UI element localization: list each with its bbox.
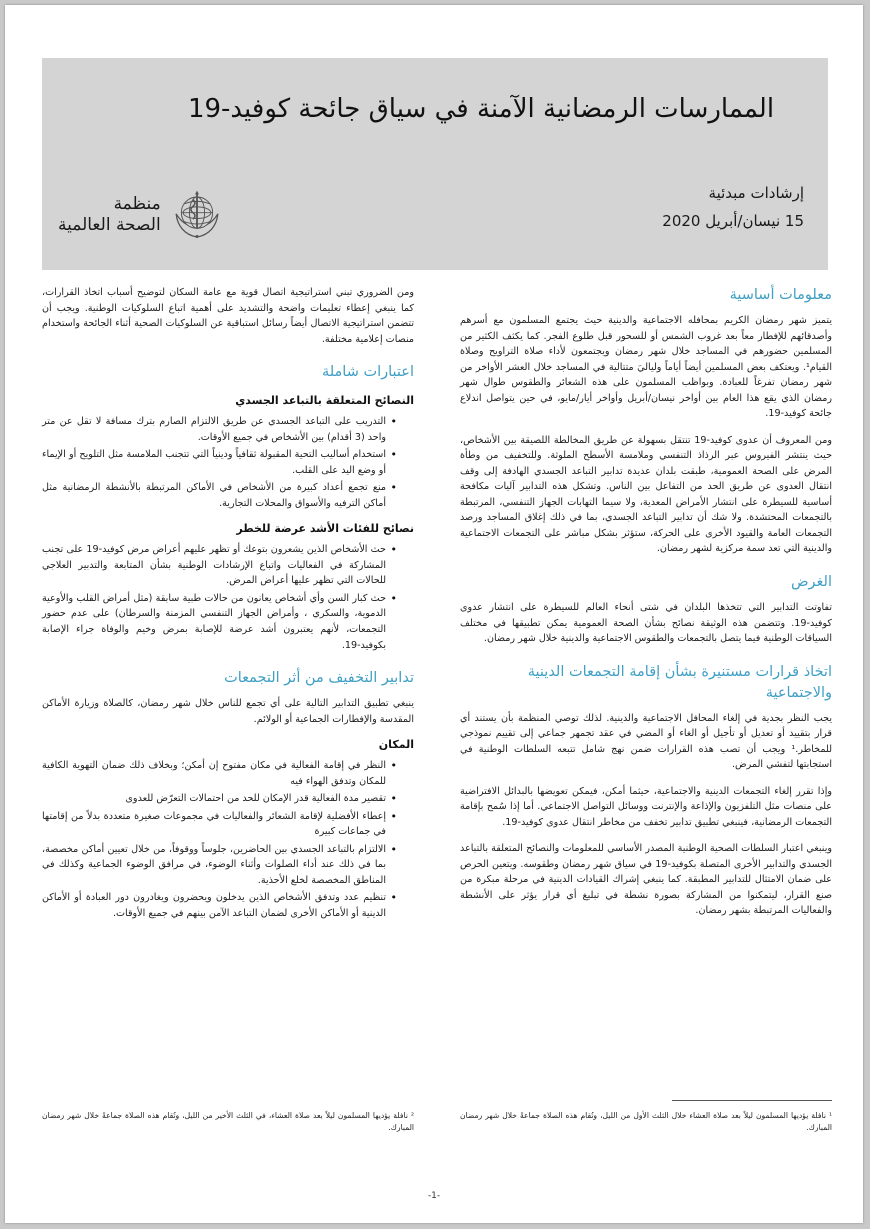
footnote-left-column [42, 1100, 414, 1134]
who-organization-name [58, 194, 161, 237]
page-title: الممارسات الرمضانية الآمنة في سياق جائحة كوفيد-19 [187, 94, 775, 124]
footnote-text-2: ² نافلة يؤديها المسلمون ليلاً بعد صلاة العشاء، في الثلث الأخير من الليل، وتُقام هذه الصلاة جماعةً خلال شهر رمضان المبارك. [42, 1111, 414, 1133]
section-heading-informed-decisions: اتخاذ قرارات مستنيرة بشأن إقامة التجمعات الدينية والاجتماعية [527, 663, 832, 701]
who-logo [58, 186, 226, 244]
section-heading-purpose: الغرض [791, 573, 832, 590]
left-column [42, 285, 414, 932]
who-name-line-1: منظمة [113, 193, 161, 214]
right-column [460, 285, 832, 930]
footnote-separator-rule [672, 1100, 832, 1101]
list-item: • النظر في إقامة الفعالية في مكان مفتوح إن أمكن؛ وبخلاف ذلك ضمان التهوية الكافية للمكان وتدفق الهواء فيه [42, 758, 397, 789]
subheading-physical-distancing: النصائح المتعلقة بالتباعد الجسدي [235, 394, 414, 408]
header-band [42, 58, 828, 270]
page-number: -1- [427, 1191, 441, 1201]
paragraph-decisions-3: وينبغي اعتبار السلطات الصحية الوطنية المصدر الأساسي للمعلومات والنصائح المتعلقة بالتباعد الجسدي والتدابير الأخرى المتصلة بكوفيد-19 في سياق شهر رمضان وطقوسه. ويتعين الحرص على ضمان الامتثال للتدابير المطبقة. كما ينبغي إشراك القيادات الدينية في مرحلة مبكرة من صنع القرار، ليتمكنوا من المشاركة بصورة نشطة في تبليغ أي قرار يؤثر على الأنشطة والفعاليات المرتبطة بشهر رمضان. [460, 843, 832, 917]
footnotes-area [42, 1100, 832, 1175]
bullet-list-venue [42, 758, 414, 921]
footnote-right-column [460, 1100, 832, 1134]
document-meta [662, 180, 804, 236]
who-name-line-2: الصحة العالمية [58, 215, 161, 235]
list-item: • منع تجمع أعداد كبيرة من الأشخاص في الأماكن المرتبطة بالأنشطة الرمضانية مثل أماكن الترفيه والأسواق والمحلات التجارية. [42, 480, 397, 511]
list-item: • الالتزام بالتباعد الجسدي بين الحاضرين، جلوساً ووقوفاً، من خلال تعيين أماكن مخصصة، بما في ذلك عند أداء الصلوات وأثناء الوضوء، في مرافق الوضوء الجماعية وكذلك في المناطق المخصصة لخلع الأحذية. [42, 842, 397, 889]
footnote-text-1: ¹ نافلة يؤديها المسلمون ليلاً بعد صلاة العشاء خلال الثلث الأول من الليل، وتُقام هذه الصلاة جماعةً خلال شهر رمضان المبارك. [460, 1111, 832, 1133]
paragraph-purpose-1: تفاوتت التدابير التي تتخذها البلدان في شتى أنحاء العالم للسيطرة على انتشار عدوى كوفيد-19. وتتضمن هذه الوثيقة نصائح بشأن الصحة العمومية يمكن تطبيقها في مختلف السياقات الوطنية فيما يتصل بالتجمعات والطقوس الاجتماعية والدينية خلال شهر رمضان. [460, 602, 832, 645]
bullet-list-physical-distancing [42, 414, 414, 511]
section-heading-mitigation-measures: تدابير التخفيف من أثر التجمعات [224, 670, 414, 687]
list-item: • إعطاء الأفضلية لإقامة الشعائر والفعاليات في مجموعات صغيرة متعددة بدلاً من إقامتها في جماعات كبيرة [42, 809, 397, 840]
paragraph-decisions-2: وإذا تقرر إلغاء التجمعات الدينية والاجتماعية، حيثما أمكن، فيمكن تعويضها بالبدائل الافتراضية على منصات مثل التلفزيون والإذاعة والإنترنت ووسائل التواصل الاجتماعي. أما إذا سُمح بإقامة التجمعات الرمضانية، فينبغي تطبيق تدابير تخفف من مخاطر انتقال عدوى كوفيد-19. [460, 785, 832, 828]
document-page [5, 5, 863, 1223]
list-item: • حث الأشخاص الذين يشعرون بتوعك أو تظهر عليهم أعراض مرض كوفيد-19 على تجنب المشاركة في الفعاليات واتباع الإرشادات الوطنية بشأن المتابعة والتدبير العلاجي للحالات التي تظهر عليها أعراض المرض. [42, 542, 397, 589]
subheading-vulnerable-groups: نصائح للفئات الأشد عرضة للخطر [236, 522, 414, 536]
section-heading-cross-cutting: اعتبارات شاملة [321, 364, 414, 381]
list-item: • استخدام أساليب التحية المقبولة ثقافياً ودينياً التي تتجنب الملامسة مثل التلويح أو الإيماء أو وضع اليد على القلب. [42, 447, 397, 478]
publication-date: 15 نيسان/أبريل 2020 [662, 211, 804, 230]
guidance-type-label: إرشادات مبدئية [708, 184, 804, 202]
body-columns [42, 285, 832, 1085]
who-emblem-icon [168, 186, 226, 244]
paragraph-background-2: ومن المعروف أن عدوى كوفيد-19 تنتقل بسهولة عن طريق المخالطة اللصيقة بين الأشخاص، حيث ينتشر الفيروس عبر الرذاذ التنفسي وملامسة الأسطح الملوثة. وللتخفيف من وطأة المرض على الصحة العمومية، طبقت بلدان عديدة تدابير التباعد الجسدي الهادفة إلى وقف انتقال العدوى عن طريق الحد من التفاعل بين الناس. وتشكل هذه التدابير آليات مكافحة أساسية للسيطرة على انتشار الأمراض المعدية، ولا سيما التهابات الجهاز التنفسي، المرتبطة بالتجمعات المحتشدة. ولا شك أن تدابير التباعد الجسدي، بما في ذلك إغلاق المساجد ورصد التجمعات العامة والقيود الأخرى على الحركة، ستؤثر بشكل مباشر على التجمعات الاجتماعية والدينية التي تعد سمة مركزية لشهر رمضان. [460, 434, 832, 555]
subheading-venue: المكان [378, 738, 414, 752]
list-item: • التدريب على التباعد الجسدي عن طريق الالتزام الصارم بترك مسافة لا تقل عن متر واحد (3 أقدام) بين الأشخاص في جميع الأوقات. [42, 414, 397, 445]
paragraph-background-1: يتميز شهر رمضان الكريم بمحافله الاجتماعية والدينية حيث يجتمع المسلمون مع أسرهم وأصدقائهم للإفطار معاً بعد غروب الشمس أو للسحور قبل طلوع الفجر. كما يكثف الكثير من المسلمين حضورهم في المساجد خلال شهر رمضان ويجتمعون لأداء صلاة التراويح وصلاة القيام¹. ويعتكف بعض المسلمين أيضاً أياماً ولياليَ متتالية في المساجد خلال العشر الأواخر من شهر رمضان تفرغاً للعبادة. وبواظب المسلمون على هذه الشعائر والطقوس طوال شهر رمضان الذي يقع هذا العام بين أواخر نيسان/أبريل وأواخر أيار/مايو، في حين يتواصل اندلاع جائحة كوفيد-19. [460, 315, 832, 420]
list-item: • تنظيم عدد وتدفق الأشخاص الذين يدخلون ويحضرون ويغادرون دور العبادة أو الأماكن الدينية أو الأماكن الأخرى لضمان التباعد الآمن بينهم في جميع الأوقات. [42, 890, 397, 921]
paragraph-mitigation-intro: ينبغي تطبيق التدابير التالية على أي تجمع للناس خلال شهر رمضان، كالصلاة وزيارة الأماكن المقدسة والإفطارات الجماعية أو الولائم. [42, 698, 414, 725]
list-item: • حث كبار السن وأي أشخاص يعانون من حالات طبية سابقة (مثل أمراض القلب والأوعية الدموية، والسكري ، وأمراض الجهاز التنفسي المزمنة والسرطان) على عدم حضور التجمعات، لأنهم يعتبرون أشد عرضة للإصابة بمرض وخيم والوفاة جراء الإصابة بكوفيد-19. [42, 591, 397, 653]
section-heading-background: معلومات أساسية [729, 287, 832, 303]
bullet-list-vulnerable-groups [42, 542, 414, 653]
paragraph-decisions-1: يجب النظر بجدية في إلغاء المحافل الاجتماعية والدينية. لذلك توصي المنظمة بأن يستند أي قرار بتقييد أو تعديل أو تأجيل أو الغاء أو المضي في عقد تجمهر جماعي إلى تقييم نموذجي للمخاطر.¹ ويجب أن تصب هذه القرارات ضمن نهج شامل تتبعه السلطات الوطنية في استجابتها لتفشي المرض. [460, 712, 832, 771]
paragraph-communication-strategy: ومن الضروري تبني استراتيجية اتصال قوية مع عامة السكان لتوضيح أسباب اتخاذ القرارات، كما ينبغي إعطاء تعليمات واضحة والتشديد على أهمية اتباع السلوكيات الوطنية. ويجب أن تتضمن استراتيجية الاتصال أيضاً رسائل استباقية عن السلوكيات الصحية أثناء الجائحة واستخدام منصات إعلامية مختلفة. [42, 287, 414, 345]
list-item: • تقصير مدة الفعالية قدر الإمكان للحد من احتمالات التعرّض للعدوى [42, 791, 397, 807]
